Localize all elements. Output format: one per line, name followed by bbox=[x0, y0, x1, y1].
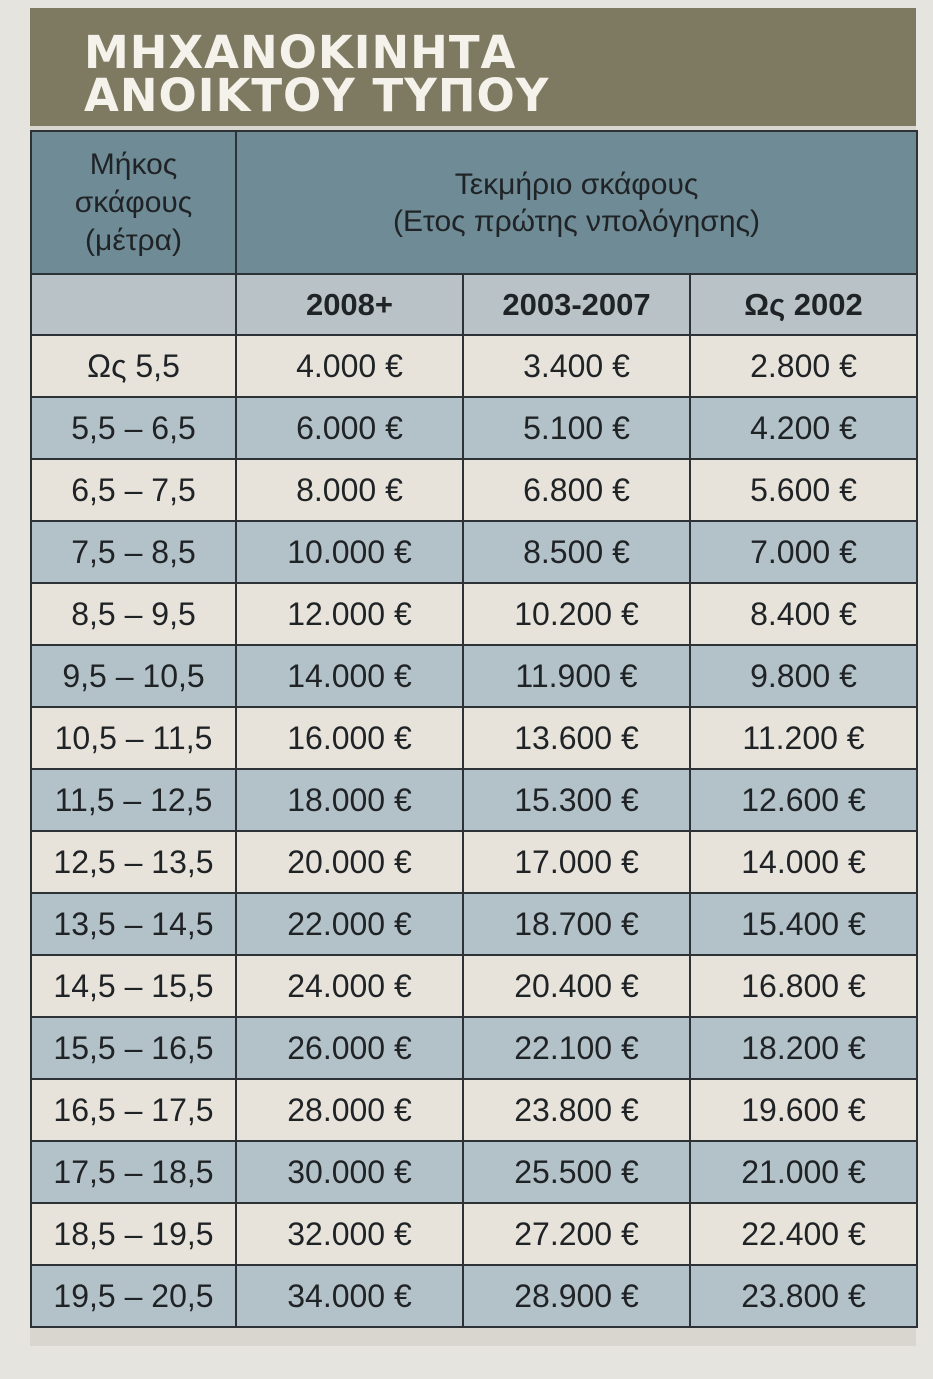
year-header-blank bbox=[31, 274, 236, 335]
table-row bbox=[31, 397, 917, 459]
title-banner bbox=[30, 8, 916, 126]
length-cell: Ως 5,5 bbox=[31, 335, 236, 397]
year-header-2003-2007: 2003-2007 bbox=[463, 274, 690, 335]
price-2003-2007-cell: 11.900 € bbox=[463, 645, 690, 707]
price-2003-2007-cell: 3.400 € bbox=[463, 335, 690, 397]
table-row bbox=[31, 583, 917, 645]
table-row bbox=[31, 645, 917, 707]
price-2008-cell: 26.000 € bbox=[236, 1017, 463, 1079]
price-2003-2007-cell: 15.300 € bbox=[463, 769, 690, 831]
table-row bbox=[31, 769, 917, 831]
table-row bbox=[31, 1079, 917, 1141]
price-2008-cell: 32.000 € bbox=[236, 1203, 463, 1265]
length-cell: 17,5 – 18,5 bbox=[31, 1141, 236, 1203]
price-until-2002-cell: 5.600 € bbox=[690, 459, 917, 521]
price-2003-2007-cell: 13.600 € bbox=[463, 707, 690, 769]
table-row bbox=[31, 707, 917, 769]
price-2008-cell: 8.000 € bbox=[236, 459, 463, 521]
price-until-2002-cell: 2.800 € bbox=[690, 335, 917, 397]
length-cell: 19,5 – 20,5 bbox=[31, 1265, 236, 1327]
length-cell: 10,5 – 11,5 bbox=[31, 707, 236, 769]
length-cell: 18,5 – 19,5 bbox=[31, 1203, 236, 1265]
price-2008-cell: 20.000 € bbox=[236, 831, 463, 893]
price-2003-2007-cell: 5.100 € bbox=[463, 397, 690, 459]
table-row bbox=[31, 521, 917, 583]
year-header-2008: 2008+ bbox=[236, 274, 463, 335]
length-cell: 15,5 – 16,5 bbox=[31, 1017, 236, 1079]
price-2003-2007-cell: 28.900 € bbox=[463, 1265, 690, 1327]
year-header-row bbox=[31, 274, 917, 335]
price-until-2002-cell: 7.000 € bbox=[690, 521, 917, 583]
price-until-2002-cell: 19.600 € bbox=[690, 1079, 917, 1141]
table-row bbox=[31, 955, 917, 1017]
header-row bbox=[31, 131, 917, 274]
price-2008-cell: 12.000 € bbox=[236, 583, 463, 645]
year-header-until-2002: Ως 2002 bbox=[690, 274, 917, 335]
price-2003-2007-cell: 17.000 € bbox=[463, 831, 690, 893]
table-row bbox=[31, 1265, 917, 1327]
length-column-header bbox=[31, 131, 236, 274]
price-2003-2007-cell: 25.500 € bbox=[463, 1141, 690, 1203]
price-until-2002-cell: 9.800 € bbox=[690, 645, 917, 707]
price-2008-cell: 30.000 € bbox=[236, 1141, 463, 1203]
price-2008-cell: 4.000 € bbox=[236, 335, 463, 397]
title-line-1: ΜΗΧΑΝΟΚΙΝΗΤΑ bbox=[84, 26, 517, 79]
table-row bbox=[31, 1203, 917, 1265]
price-2008-cell: 34.000 € bbox=[236, 1265, 463, 1327]
length-cell: 11,5 – 12,5 bbox=[31, 769, 236, 831]
price-table bbox=[30, 130, 918, 1328]
price-until-2002-cell: 18.200 € bbox=[690, 1017, 917, 1079]
table-row bbox=[31, 459, 917, 521]
price-until-2002-cell: 8.400 € bbox=[690, 583, 917, 645]
price-until-2002-cell: 11.200 € bbox=[690, 707, 917, 769]
length-cell: 13,5 – 14,5 bbox=[31, 893, 236, 955]
price-2008-cell: 16.000 € bbox=[236, 707, 463, 769]
length-cell: 16,5 – 17,5 bbox=[31, 1079, 236, 1141]
price-until-2002-cell: 23.800 € bbox=[690, 1265, 917, 1327]
table-row bbox=[31, 1141, 917, 1203]
length-header-line-2: σκάφους bbox=[74, 185, 193, 219]
table-panel bbox=[30, 8, 916, 1346]
price-until-2002-cell: 15.400 € bbox=[690, 893, 917, 955]
price-until-2002-cell: 16.800 € bbox=[690, 955, 917, 1017]
price-2003-2007-cell: 6.800 € bbox=[463, 459, 690, 521]
price-until-2002-cell: 14.000 € bbox=[690, 831, 917, 893]
price-2008-cell: 28.000 € bbox=[236, 1079, 463, 1141]
price-2008-cell: 22.000 € bbox=[236, 893, 463, 955]
table-row bbox=[31, 831, 917, 893]
length-cell: 7,5 – 8,5 bbox=[31, 521, 236, 583]
price-2003-2007-cell: 22.100 € bbox=[463, 1017, 690, 1079]
length-cell: 9,5 – 10,5 bbox=[31, 645, 236, 707]
title-line-2: ΑΝΟΙΚΤΟΥ ΤΥΠΟΥ bbox=[84, 69, 550, 122]
length-cell: 14,5 – 15,5 bbox=[31, 955, 236, 1017]
price-until-2002-cell: 4.200 € bbox=[690, 397, 917, 459]
length-header-line-3: (μέτρα) bbox=[85, 223, 182, 257]
price-2003-2007-cell: 18.700 € bbox=[463, 893, 690, 955]
price-group-line-2: (Ετος πρώτης νπολόγησης) bbox=[393, 204, 760, 238]
length-header-line-1: Μήκος bbox=[89, 147, 178, 181]
length-cell: 12,5 – 13,5 bbox=[31, 831, 236, 893]
table-row bbox=[31, 1017, 917, 1079]
price-2003-2007-cell: 8.500 € bbox=[463, 521, 690, 583]
length-cell: 6,5 – 7,5 bbox=[31, 459, 236, 521]
table-row bbox=[31, 893, 917, 955]
price-2008-cell: 14.000 € bbox=[236, 645, 463, 707]
price-2008-cell: 6.000 € bbox=[236, 397, 463, 459]
table-row bbox=[31, 335, 917, 397]
price-until-2002-cell: 21.000 € bbox=[690, 1141, 917, 1203]
price-2008-cell: 18.000 € bbox=[236, 769, 463, 831]
price-until-2002-cell: 12.600 € bbox=[690, 769, 917, 831]
length-cell: 5,5 – 6,5 bbox=[31, 397, 236, 459]
price-group-header bbox=[236, 131, 917, 274]
price-until-2002-cell: 22.400 € bbox=[690, 1203, 917, 1265]
price-2008-cell: 24.000 € bbox=[236, 955, 463, 1017]
price-2008-cell: 10.000 € bbox=[236, 521, 463, 583]
price-group-line-1: Τεκμήριο σκάφους bbox=[454, 167, 699, 201]
price-2003-2007-cell: 23.800 € bbox=[463, 1079, 690, 1141]
price-2003-2007-cell: 20.400 € bbox=[463, 955, 690, 1017]
price-2003-2007-cell: 10.200 € bbox=[463, 583, 690, 645]
length-cell: 8,5 – 9,5 bbox=[31, 583, 236, 645]
price-2003-2007-cell: 27.200 € bbox=[463, 1203, 690, 1265]
